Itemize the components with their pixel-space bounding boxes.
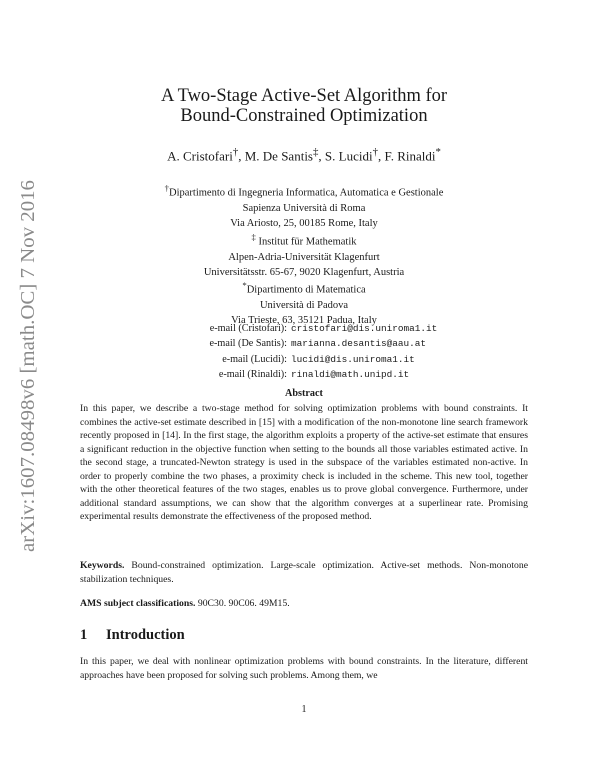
email-label: e-mail (Cristofari): — [209, 323, 287, 334]
ams-classifications — [80, 597, 528, 611]
section-title: Introduction — [106, 627, 185, 643]
title-line-2: Bound-Constrained Optimization — [180, 106, 428, 126]
author-name: F. Rinaldi — [384, 148, 436, 164]
ams-label: AMS subject classifications. — [80, 598, 196, 609]
affiliation-line: Universitätsstr. 65-67, 9020 Klagenfurt, Austria — [203, 267, 405, 279]
email-address[interactable]: rinaldi@math.unipd.it — [291, 369, 410, 381]
email-list — [80, 321, 528, 383]
affiliation-sapienza — [80, 181, 528, 232]
affiliation-mark: * — [242, 280, 247, 290]
ams-text: 90C30. 90C06. 49M15. — [197, 598, 290, 609]
arxiv-stamp — [4, 180, 48, 552]
email-label: e-mail (Lucidi): — [222, 353, 287, 365]
keywords-text: Bound-constrained optimization. Large-scale optimization. Active-set methods. Non-monotone stabilization techniques. — [80, 560, 529, 585]
author-mark: ‡ — [312, 146, 319, 158]
affiliation-line: Università di Padova — [259, 299, 349, 311]
paper-title — [80, 86, 528, 126]
affiliation-mark: † — [164, 183, 169, 193]
section-number: 1 — [80, 627, 88, 643]
arxiv-identifier: arXiv:1607.08498v6 [math.OC] 7 Nov 2016 — [17, 195, 39, 552]
affiliation-line: Institut für Mathematik — [258, 236, 357, 248]
author-mark: † — [232, 146, 239, 158]
affiliation-line: Dipartimento di Ingegneria Informatica, Automatica e Gestionale — [169, 187, 444, 199]
email-label: e-mail (De Santis): — [209, 338, 287, 350]
email-row — [80, 352, 528, 367]
abstract-heading: Abstract — [285, 388, 323, 399]
author-list: A. Cristofari†, M. De Santis‡, S. Lucidi†, F. Rinaldi* — [167, 146, 441, 164]
author-name: A. Cristofari — [167, 148, 233, 164]
affiliation-line: Alpen-Adria-Universität Klagenfurt — [228, 251, 380, 263]
affiliation-line: Dipartimento di Matematica — [246, 284, 366, 296]
affiliation-klagenfurt — [80, 230, 528, 281]
affiliation-mark: ‡ — [251, 232, 256, 242]
affiliation-line: Sapienza Università di Roma — [242, 202, 366, 214]
abstract-body: In this paper, we describe a two-stage method for solving optimization problems with bound constraints. It combines the active-set estimate described in [15] with a modification of the non-monotone line search framework recently proposed in [14]. In the first stage, the algorithm exploits a property of the active-set estimate that ensures a significant reduction in the objective function when setting to the bounds all those variables estimated active. In the second stage, a truncated-Newton strategy is used in the subspace of the variables estimated non-active. In order to properly combine the two phases, a proximity check is included in the scheme. This new tool, together with the other theoretical features of the two stages, enables us to prove global convergence. Furthermore, under additional standard assumptions, we can show that the algorithm converges at a superlinear rate. Promising experimental results demonstrate the effectiveness of the proposed method. — [80, 403, 528, 522]
email-row — [80, 336, 528, 351]
email-row — [80, 367, 528, 382]
title-line-1: A Two-Stage Active-Set Algorithm for — [160, 86, 448, 106]
email-address[interactable]: marianna.desantis@aau.at — [291, 338, 427, 350]
keywords-label: Keywords. — [80, 560, 125, 571]
section-heading — [80, 627, 528, 644]
keywords — [80, 559, 528, 586]
author-mark: * — [435, 146, 441, 158]
author-name: M. De Santis — [244, 148, 313, 164]
author-name: S. Lucidi — [324, 148, 373, 164]
email-row — [80, 321, 528, 336]
affiliation-line: Via Ariosto, 25, 00185 Rome, Italy — [230, 218, 378, 230]
author-mark: † — [372, 146, 378, 158]
email-label: e-mail (Rinaldi): — [218, 369, 287, 381]
page-number: 1 — [301, 704, 307, 715]
email-address[interactable]: lucidi@dis.uniroma1.it — [291, 353, 415, 365]
intro-paragraph: In this paper, we deal with nonlinear optimization problems with bound constraints. In the literature, different approaches have been proposed for solving such problems. Among them, we — [80, 656, 528, 681]
affiliation-line: Via Trieste, 63, 35121 Padua, Italy — [231, 315, 377, 327]
email-address[interactable]: cristofari@dis.uniroma1.it — [291, 323, 438, 334]
